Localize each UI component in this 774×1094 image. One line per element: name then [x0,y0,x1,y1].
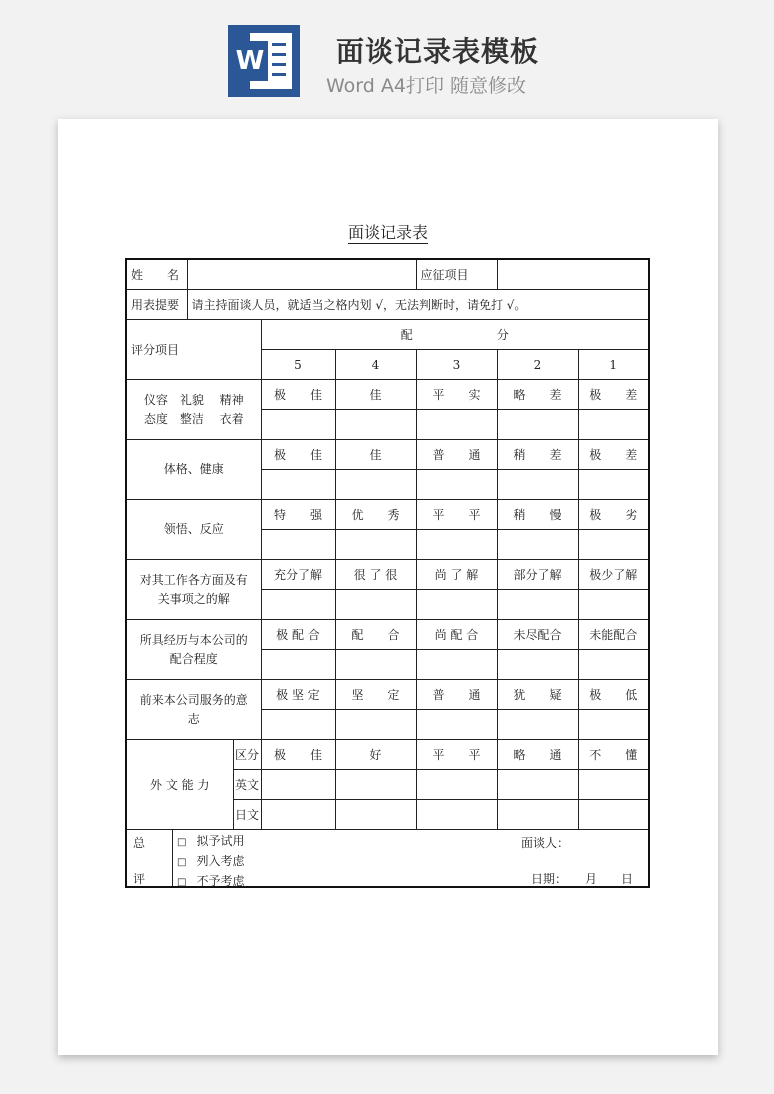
grade-label: 略 差 [497,380,578,410]
category-rows [126,380,649,740]
mark-cell[interactable] [335,710,416,740]
mark-cell[interactable] [335,530,416,560]
category-name: 对其工作各方面及有 关事项之的解 [126,560,261,620]
grade-label: 部分了解 [497,560,578,590]
grade-label: 平 实 [416,380,497,410]
grade-label: 极 佳 [261,380,335,410]
grade-label: 佳 [335,380,416,410]
category-grade-row [126,440,649,470]
mark-cell[interactable] [497,410,578,440]
grade-label: 平 平 [416,740,497,770]
grade-label: 好 [335,740,416,770]
grade-label: 稍 慢 [497,500,578,530]
apply-label: 应征项目 [416,259,497,290]
grade-label: 未尽配合 [497,620,578,650]
mark-cell[interactable] [261,650,335,680]
checkbox-icon[interactable]: □ [177,857,187,868]
option-consider[interactable]: □ 列入考虑 [177,854,245,868]
name-label: 姓 名 [126,259,187,290]
score-header-row [126,320,649,350]
mark-cell[interactable] [578,650,649,680]
name-field[interactable] [187,259,416,290]
mark-cell[interactable] [261,770,335,800]
score-item-label: 评分项目 [126,320,261,380]
mark-cell[interactable] [578,710,649,740]
summary-label-bottom: 评 [133,872,146,886]
mark-cell[interactable] [416,710,497,740]
word-logo-icon [228,25,300,97]
mark-cell[interactable] [416,590,497,620]
grade-label: 尚 配 合 [416,620,497,650]
mark-cell[interactable] [261,410,335,440]
grade-label: 极 佳 [261,740,335,770]
grade-label: 极 配 合 [261,620,335,650]
mark-cell[interactable] [497,530,578,560]
name-row [126,259,649,290]
mark-cell[interactable] [497,800,578,830]
mark-cell[interactable] [416,470,497,500]
mark-cell[interactable] [497,470,578,500]
checkbox-icon[interactable]: □ [177,837,187,848]
grade-label: 不 懂 [578,740,649,770]
grade-label: 极 低 [578,680,649,710]
language-row [126,740,649,770]
grade-label: 尚 了 解 [416,560,497,590]
grade-label: 充分了解 [261,560,335,590]
mark-cell[interactable] [261,710,335,740]
banner-subtitle: Word A4打印 随意修改 [326,75,527,97]
category-grade-row [126,500,649,530]
mark-cell[interactable] [335,470,416,500]
mark-cell[interactable] [497,650,578,680]
mark-cell[interactable] [335,410,416,440]
grade-label: 平 平 [416,500,497,530]
apply-field[interactable] [497,259,649,290]
template-banner [0,0,774,110]
mark-cell[interactable] [497,710,578,740]
score-group-label: 配 分 [261,320,649,350]
language-sub-label: 区分 [233,740,261,770]
date-label: 日期： 月 日 [531,872,634,886]
summary-options [177,832,244,887]
mark-cell[interactable] [578,770,649,800]
mark-cell[interactable] [578,800,649,830]
mark-cell[interactable] [335,800,416,830]
score-3: 3 [416,350,497,380]
grade-label: 普 通 [416,680,497,710]
mark-cell[interactable] [578,470,649,500]
instructions-text: 请主持面谈人员，就适当之格内划 √，无法判断时，请免打 √。 [187,290,649,320]
category-name: 前来本公司服务的意 志 [126,680,261,740]
category-name: 所具经历与本公司的 配合程度 [126,620,261,680]
summary-label-top: 总 [133,836,146,850]
grade-label: 极 差 [578,440,649,470]
mark-cell[interactable] [261,470,335,500]
mark-cell[interactable] [335,590,416,620]
mark-cell[interactable] [335,650,416,680]
category-name: 体格、健康 [126,440,261,500]
grade-label: 极 佳 [261,440,335,470]
mark-cell[interactable] [416,410,497,440]
grade-label: 稍 差 [497,440,578,470]
category-grade-row [126,620,649,650]
grade-label: 极 劣 [578,500,649,530]
word-logo-letter: W [232,41,268,81]
mark-cell[interactable] [261,530,335,560]
category-grade-row [126,380,649,410]
grade-label: 极 差 [578,380,649,410]
mark-cell[interactable] [578,530,649,560]
score-2: 2 [497,350,578,380]
mark-cell[interactable] [261,800,335,830]
category-grade-row [126,560,649,590]
interviewer-label: 面谈人： [521,836,570,850]
interview-form-table [125,258,650,888]
mark-cell[interactable] [335,770,416,800]
mark-cell[interactable] [261,590,335,620]
option-reject[interactable]: □ 不予考虑 [177,874,245,887]
mark-cell[interactable] [578,410,649,440]
grade-label: 极 坚 定 [261,680,335,710]
grade-label: 很 了 很 [335,560,416,590]
mark-cell[interactable] [416,650,497,680]
grade-label: 普 通 [416,440,497,470]
grade-label: 坚 定 [335,680,416,710]
option-trial[interactable]: □ 拟予试用 [177,834,245,848]
banner-title: 面谈记录表模板 [336,35,540,68]
instructions-row [126,290,649,320]
score-4: 4 [335,350,416,380]
category-name: 领悟、反应 [126,500,261,560]
language-sub-label: 英文 [233,770,261,800]
grade-label: 略 通 [497,740,578,770]
mark-cell[interactable] [416,530,497,560]
summary-row [126,830,649,888]
language-label: 外 文 能 力 [126,740,233,830]
grade-label: 特 强 [261,500,335,530]
mark-cell[interactable] [497,590,578,620]
mark-cell[interactable] [578,590,649,620]
grade-label: 优 秀 [335,500,416,530]
grade-label: 未能配合 [578,620,649,650]
mark-cell[interactable] [497,770,578,800]
grade-label: 佳 [335,440,416,470]
score-1: 1 [578,350,649,380]
instructions-label: 用表提要 [126,290,187,320]
grade-label: 极少了解 [578,560,649,590]
document-page [58,119,718,1055]
form-title: 面谈记录表 [347,223,428,242]
mark-cell[interactable] [416,770,497,800]
language-sub-label: 日文 [233,800,261,830]
grade-label: 犹 疑 [497,680,578,710]
mark-cell[interactable] [416,800,497,830]
checkbox-icon[interactable]: □ [177,877,187,887]
score-5: 5 [261,350,335,380]
category-grade-row [126,680,649,710]
language-rows [126,740,649,830]
category-name: 仪容 礼貌 精神 态度 整洁 衣着 [126,380,261,440]
grade-label: 配 合 [335,620,416,650]
